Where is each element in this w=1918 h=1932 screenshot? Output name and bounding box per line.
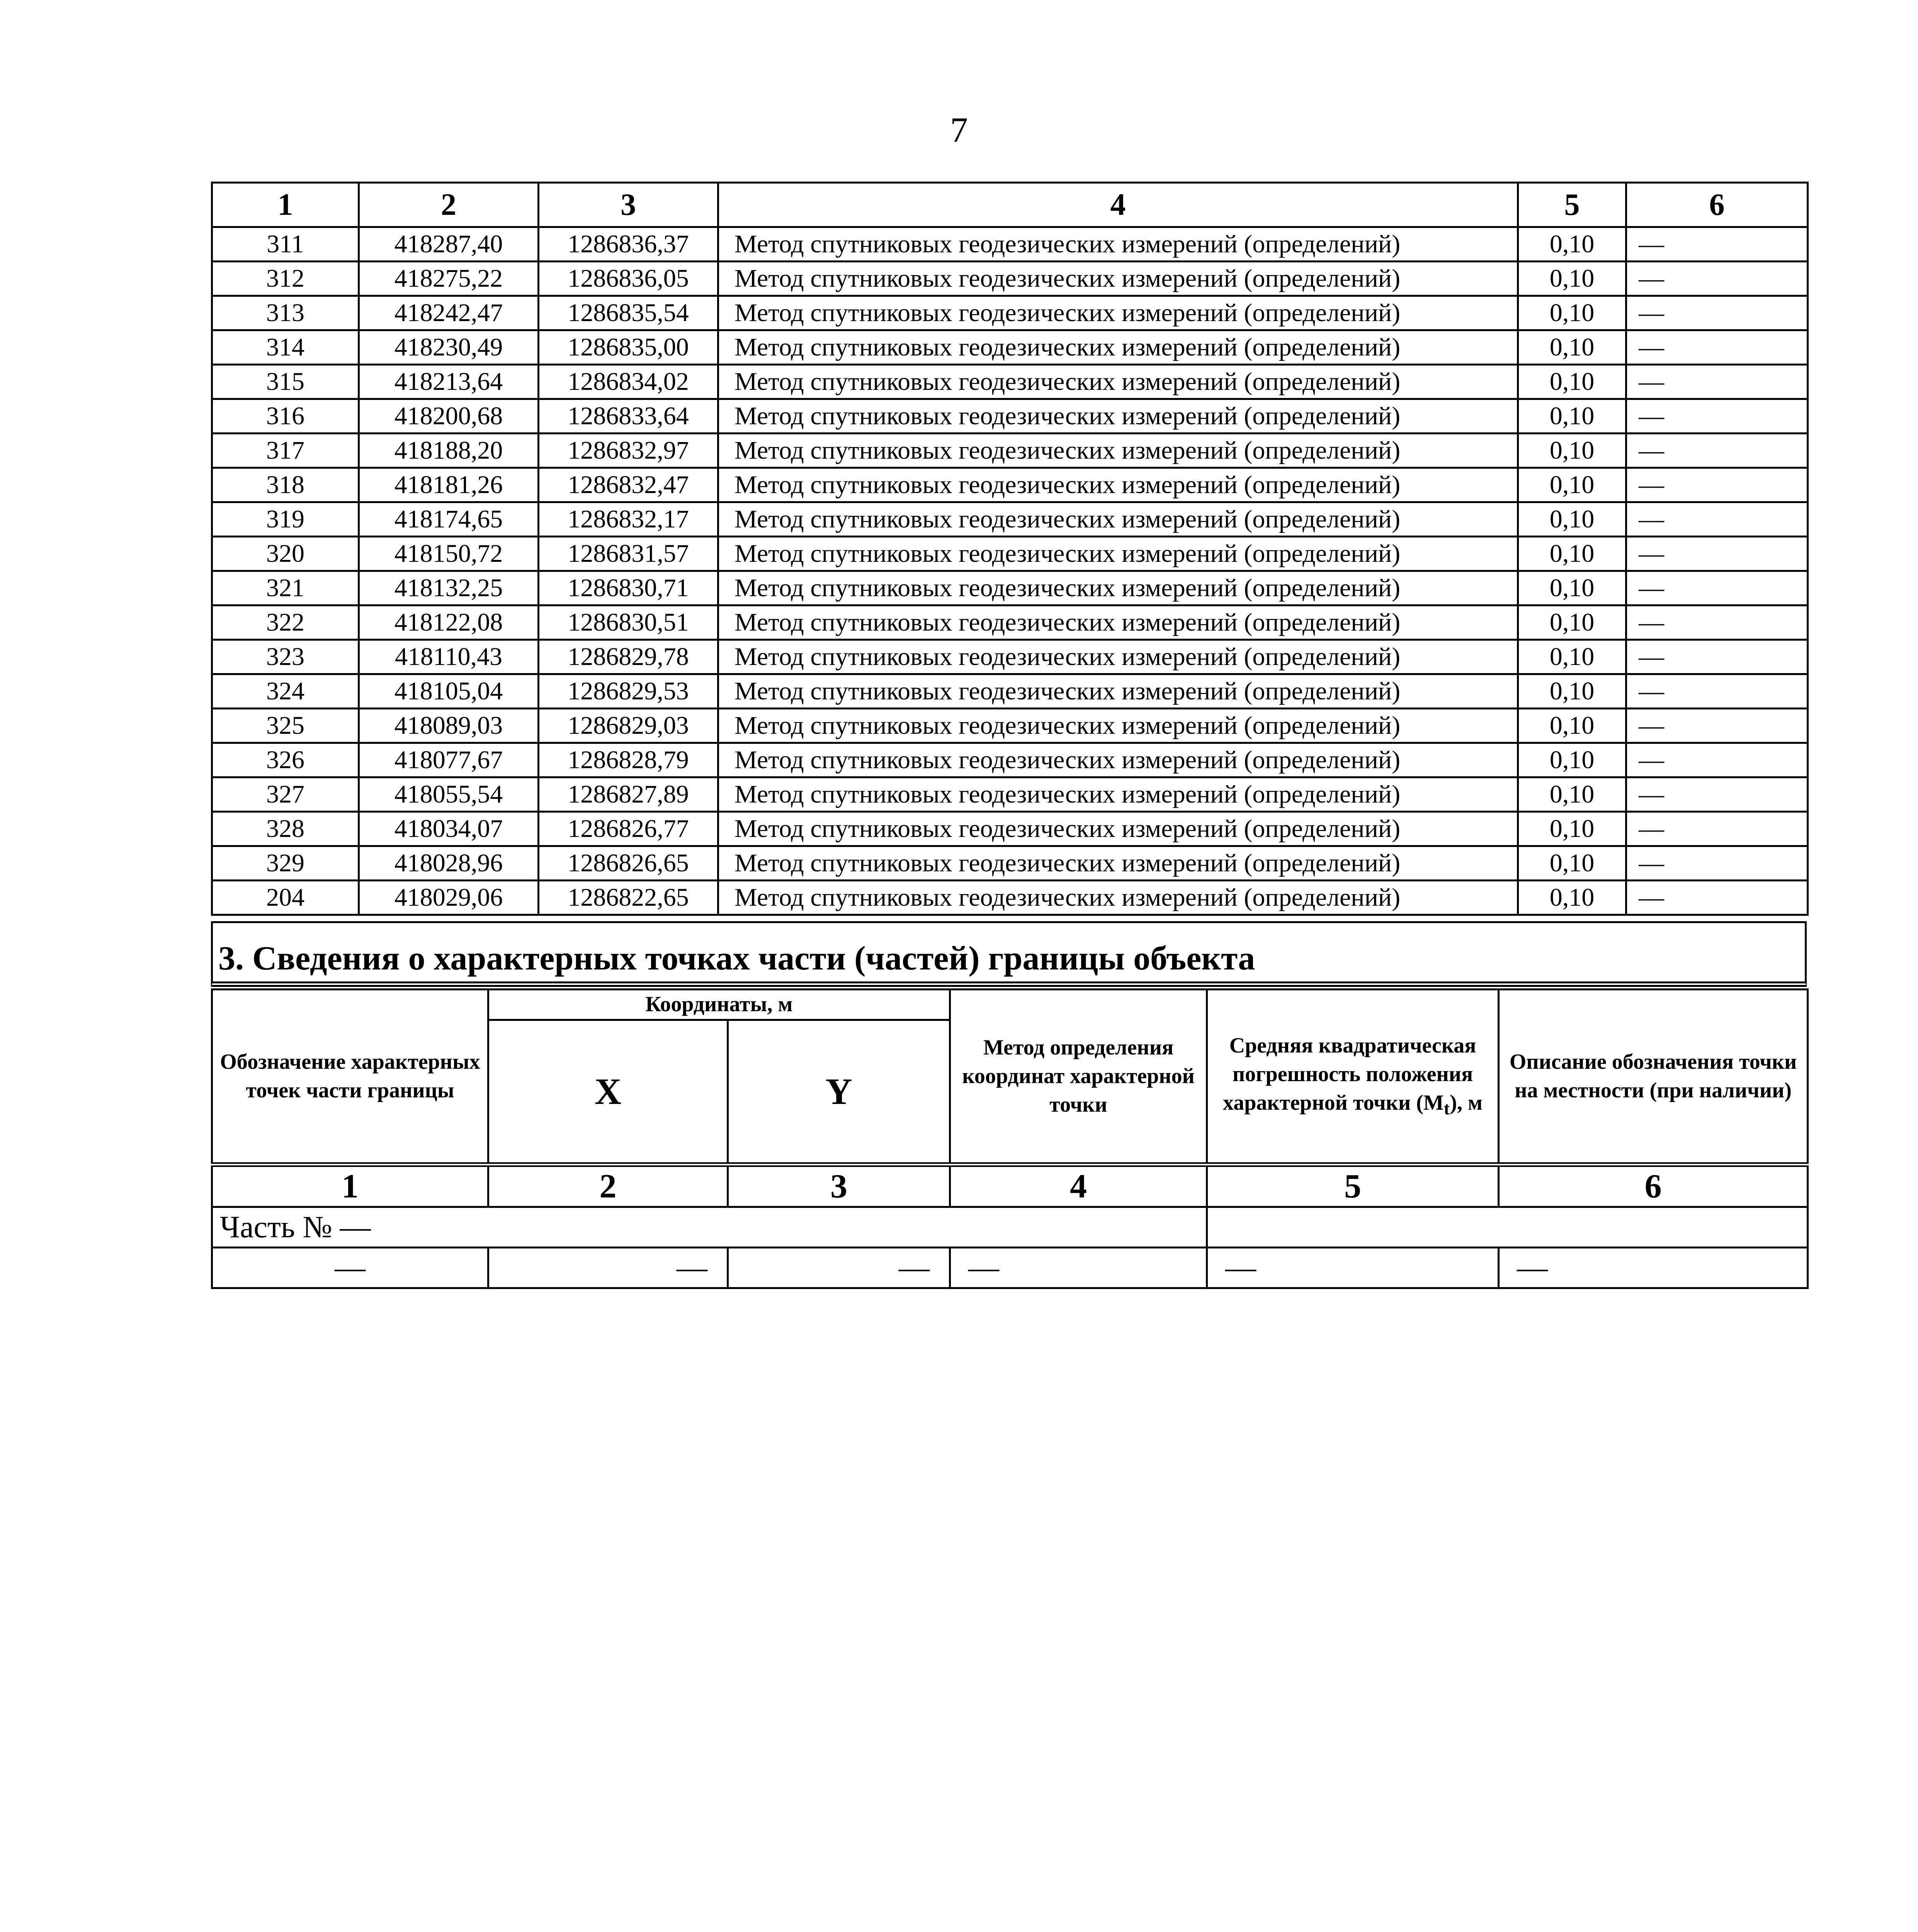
y-coordinate-cell: 1286832,17	[539, 502, 718, 537]
column-numbers-row	[212, 1165, 1808, 1207]
table-row	[212, 227, 1808, 262]
accuracy-cell: 0,10	[1518, 571, 1626, 605]
y-header: Y	[728, 1020, 950, 1165]
description-cell: —	[1626, 365, 1808, 399]
point-id-cell: 316	[212, 399, 359, 434]
column-number: 1	[212, 1165, 488, 1207]
x-coordinate-cell: 418029,06	[359, 881, 539, 915]
x-header: X	[488, 1020, 728, 1165]
x-coordinate-cell: 418122,08	[359, 605, 539, 640]
description-cell: —	[1626, 399, 1808, 434]
point-id-cell: 321	[212, 571, 359, 605]
table-row	[212, 640, 1808, 674]
accuracy-cell: 0,10	[1518, 227, 1626, 262]
table-row	[212, 434, 1808, 468]
point-id-cell: 204	[212, 881, 359, 915]
dash-cell: —	[488, 1248, 728, 1288]
method-cell: Метод спутниковых геодезических измерений (определений)	[718, 846, 1518, 881]
accuracy-cell: 0,10	[1518, 262, 1626, 296]
description-cell: —	[1626, 605, 1808, 640]
point-id-cell: 322	[212, 605, 359, 640]
table-row	[212, 399, 1808, 434]
x-coordinate-cell: 418287,40	[359, 227, 539, 262]
description-cell: —	[1626, 227, 1808, 262]
x-coordinate-cell: 418055,54	[359, 777, 539, 812]
x-coordinate-cell: 418188,20	[359, 434, 539, 468]
accuracy-cell: 0,10	[1518, 296, 1626, 330]
y-coordinate-cell: 1286826,77	[539, 812, 718, 846]
table-row	[212, 812, 1808, 846]
method-cell: Метод спутниковых геодезических измерений (определений)	[718, 227, 1518, 262]
method-cell: Метод спутниковых геодезических измерений (определений)	[718, 881, 1518, 915]
coordinates-table	[211, 182, 1809, 916]
method-cell: Метод спутниковых геодезических измерений (определений)	[718, 262, 1518, 296]
x-coordinate-cell: 418275,22	[359, 262, 539, 296]
point-id-cell: 324	[212, 674, 359, 709]
description-cell: —	[1626, 709, 1808, 743]
column-number: 5	[1518, 183, 1626, 227]
table-row	[212, 709, 1808, 743]
table-row	[212, 881, 1808, 915]
accuracy-cell: 0,10	[1518, 537, 1626, 571]
y-coordinate-cell: 1286836,05	[539, 262, 718, 296]
table-row	[212, 674, 1808, 709]
x-coordinate-cell: 418110,43	[359, 640, 539, 674]
method-cell: Метод спутниковых геодезических измерений (определений)	[718, 502, 1518, 537]
column-number: 6	[1499, 1165, 1808, 1207]
x-coordinate-cell: 418077,67	[359, 743, 539, 777]
point-id-cell: 326	[212, 743, 359, 777]
y-coordinate-cell: 1286830,51	[539, 605, 718, 640]
point-id-cell: 320	[212, 537, 359, 571]
description-cell: —	[1626, 296, 1808, 330]
description-cell: —	[1626, 571, 1808, 605]
part-label: Часть № —	[212, 1207, 1207, 1248]
table-row	[212, 502, 1808, 537]
part-empty-cell	[1207, 1207, 1808, 1248]
description-cell: —	[1626, 743, 1808, 777]
y-coordinate-cell: 1286826,65	[539, 846, 718, 881]
table-row	[212, 777, 1808, 812]
description-header: Описание обозначения точки на местности (при наличии)	[1499, 990, 1808, 1165]
accuracy-cell: 0,10	[1518, 881, 1626, 915]
description-cell: —	[1626, 502, 1808, 537]
y-coordinate-cell: 1286833,64	[539, 399, 718, 434]
accuracy-cell: 0,10	[1518, 399, 1626, 434]
description-cell: —	[1626, 812, 1808, 846]
description-cell: —	[1626, 777, 1808, 812]
column-number: 2	[488, 1165, 728, 1207]
coordinates-header: Координаты, м	[488, 990, 950, 1020]
method-cell: Метод спутниковых геодезических измерений (определений)	[718, 537, 1518, 571]
dash-cell: —	[1499, 1248, 1808, 1288]
x-coordinate-cell: 418174,65	[359, 502, 539, 537]
method-cell: Метод спутниковых геодезических измерений (определений)	[718, 468, 1518, 502]
method-cell: Метод спутниковых геодезических измерений (определений)	[718, 640, 1518, 674]
table-row	[212, 330, 1808, 365]
point-id-cell: 319	[212, 502, 359, 537]
column-number: 3	[539, 183, 718, 227]
dash-cell: —	[728, 1248, 950, 1288]
method-cell: Метод спутниковых геодезических измерений (определений)	[718, 399, 1518, 434]
y-coordinate-cell: 1286835,00	[539, 330, 718, 365]
x-coordinate-cell: 418181,26	[359, 468, 539, 502]
table-row	[212, 605, 1808, 640]
part-points-table	[211, 988, 1809, 1289]
error-header-subscript: t	[1444, 1099, 1450, 1119]
y-coordinate-cell: 1286822,65	[539, 881, 718, 915]
x-coordinate-cell: 418230,49	[359, 330, 539, 365]
table-row	[212, 537, 1808, 571]
table-row	[212, 365, 1808, 399]
method-cell: Метод спутниковых геодезических измерений (определений)	[718, 296, 1518, 330]
designation-header: Обозначение характерных точек части границы	[212, 990, 488, 1165]
method-header: Метод определения координат характерной точки	[950, 990, 1207, 1165]
description-cell: —	[1626, 537, 1808, 571]
column-number: 5	[1207, 1165, 1499, 1207]
description-cell: —	[1626, 846, 1808, 881]
error-header-unit: ), м	[1450, 1091, 1483, 1115]
accuracy-cell: 0,10	[1518, 743, 1626, 777]
description-cell: —	[1626, 262, 1808, 296]
point-id-cell: 327	[212, 777, 359, 812]
description-cell: —	[1626, 434, 1808, 468]
table-row	[212, 296, 1808, 330]
column-number: 4	[950, 1165, 1207, 1207]
column-number: 1	[212, 183, 359, 227]
accuracy-cell: 0,10	[1518, 812, 1626, 846]
x-coordinate-cell: 418028,96	[359, 846, 539, 881]
error-header	[1207, 990, 1499, 1165]
table-row	[212, 571, 1808, 605]
page-number: 7	[950, 110, 968, 150]
accuracy-cell: 0,10	[1518, 846, 1626, 881]
y-coordinate-cell: 1286836,37	[539, 227, 718, 262]
method-cell: Метод спутниковых геодезических измерений (определений)	[718, 709, 1518, 743]
description-cell: —	[1626, 674, 1808, 709]
method-cell: Метод спутниковых геодезических измерений (определений)	[718, 605, 1518, 640]
point-id-cell: 318	[212, 468, 359, 502]
table-header-row	[212, 183, 1808, 227]
x-coordinate-cell: 418213,64	[359, 365, 539, 399]
point-id-cell: 315	[212, 365, 359, 399]
accuracy-cell: 0,10	[1518, 640, 1626, 674]
y-coordinate-cell: 1286832,97	[539, 434, 718, 468]
part-row	[212, 1207, 1808, 1248]
column-number: 6	[1626, 183, 1808, 227]
column-number: 3	[728, 1165, 950, 1207]
dash-cell: —	[1207, 1248, 1499, 1288]
accuracy-cell: 0,10	[1518, 434, 1626, 468]
table-row	[212, 468, 1808, 502]
y-coordinate-cell: 1286830,71	[539, 571, 718, 605]
method-cell: Метод спутниковых геодезических измерений (определений)	[718, 674, 1518, 709]
accuracy-cell: 0,10	[1518, 709, 1626, 743]
method-cell: Метод спутниковых геодезических измерений (определений)	[718, 743, 1518, 777]
dash-cell: —	[950, 1248, 1207, 1288]
y-coordinate-cell: 1286828,79	[539, 743, 718, 777]
point-id-cell: 313	[212, 296, 359, 330]
point-id-cell: 323	[212, 640, 359, 674]
dash-cell: —	[212, 1248, 488, 1288]
y-coordinate-cell: 1286832,47	[539, 468, 718, 502]
point-id-cell: 325	[212, 709, 359, 743]
description-cell: —	[1626, 468, 1808, 502]
section-3-title: 3. Сведения о характерных точках части (частей) границы объекта	[211, 921, 1807, 987]
method-cell: Метод спутниковых геодезических измерений (определений)	[718, 812, 1518, 846]
point-id-cell: 312	[212, 262, 359, 296]
point-id-cell: 311	[212, 227, 359, 262]
table-row	[212, 743, 1808, 777]
x-coordinate-cell: 418200,68	[359, 399, 539, 434]
x-coordinate-cell: 418242,47	[359, 296, 539, 330]
accuracy-cell: 0,10	[1518, 468, 1626, 502]
x-coordinate-cell: 418132,25	[359, 571, 539, 605]
x-coordinate-cell: 418150,72	[359, 537, 539, 571]
table-row	[212, 262, 1808, 296]
y-coordinate-cell: 1286827,89	[539, 777, 718, 812]
method-cell: Метод спутниковых геодезических измерений (определений)	[718, 330, 1518, 365]
point-id-cell: 317	[212, 434, 359, 468]
accuracy-cell: 0,10	[1518, 674, 1626, 709]
accuracy-cell: 0,10	[1518, 365, 1626, 399]
column-number: 2	[359, 183, 539, 227]
method-cell: Метод спутниковых геодезических измерений (определений)	[718, 571, 1518, 605]
point-id-cell: 329	[212, 846, 359, 881]
point-id-cell: 328	[212, 812, 359, 846]
y-coordinate-cell: 1286834,02	[539, 365, 718, 399]
description-cell: —	[1626, 640, 1808, 674]
y-coordinate-cell: 1286835,54	[539, 296, 718, 330]
method-cell: Метод спутниковых геодезических измерений (определений)	[718, 365, 1518, 399]
method-cell: Метод спутниковых геодезических измерений (определений)	[718, 434, 1518, 468]
accuracy-cell: 0,10	[1518, 777, 1626, 812]
description-cell: —	[1626, 881, 1808, 915]
y-coordinate-cell: 1286829,53	[539, 674, 718, 709]
accuracy-cell: 0,10	[1518, 502, 1626, 537]
x-coordinate-cell: 418034,07	[359, 812, 539, 846]
x-coordinate-cell: 418105,04	[359, 674, 539, 709]
y-coordinate-cell: 1286829,78	[539, 640, 718, 674]
method-cell: Метод спутниковых геодезических измерений (определений)	[718, 777, 1518, 812]
table-row	[212, 846, 1808, 881]
x-coordinate-cell: 418089,03	[359, 709, 539, 743]
y-coordinate-cell: 1286829,03	[539, 709, 718, 743]
accuracy-cell: 0,10	[1518, 605, 1626, 640]
dash-row	[212, 1248, 1808, 1288]
error-header-text: Средняя квадратическая погрешность положения характерной точки (M	[1223, 1034, 1476, 1115]
y-coordinate-cell: 1286831,57	[539, 537, 718, 571]
accuracy-cell: 0,10	[1518, 330, 1626, 365]
column-number: 4	[718, 183, 1518, 227]
point-id-cell: 314	[212, 330, 359, 365]
description-cell: —	[1626, 330, 1808, 365]
